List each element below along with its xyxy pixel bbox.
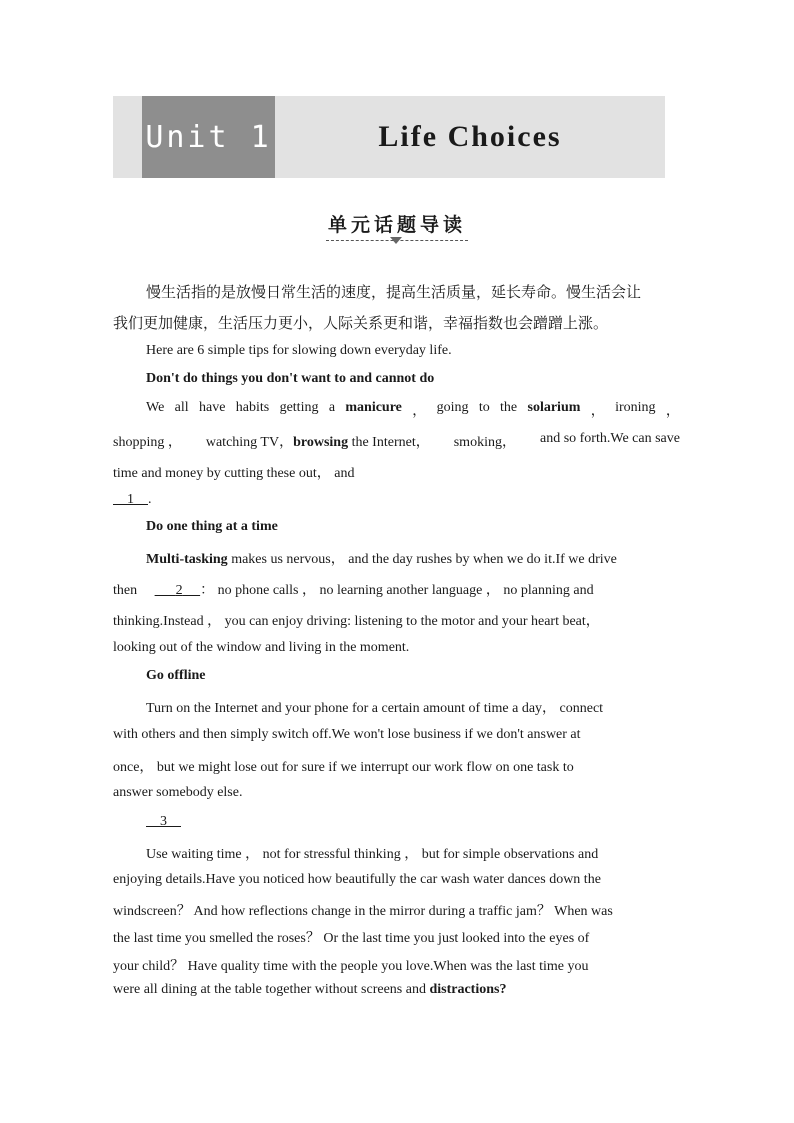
p1-segment: and so forth.We can save: [539, 431, 680, 446]
heading-dont-do-text: Don't do things you don't want to and cannot do: [146, 371, 435, 386]
unit-label: Unit 1: [145, 119, 272, 155]
p1-line-2: [113, 431, 680, 451]
p2-then: then: [113, 583, 138, 598]
p1-segment: [206, 431, 430, 451]
p4-line-4: the last time you smelled the roses？ Or the last time you just looked into the eyes of: [113, 931, 590, 946]
heading-one-thing: [146, 519, 713, 535]
answer-blank: [113, 492, 148, 508]
p3-line-2: with others and then simply switch off.We won't lose business if we don't answer at: [113, 727, 581, 742]
p2-line-3: thinking.Instead ， you can enjoy driving: listening to the motor and your heart beat，: [113, 614, 600, 629]
blank-number: 3: [160, 814, 167, 829]
keyword-browsing: browsing: [293, 435, 349, 450]
p1-word: ，: [665, 404, 680, 419]
p1-word: getting: [279, 400, 319, 415]
p1-segment: shopping ，: [113, 435, 182, 450]
p3-line-1: Turn on the Internet and your phone for a certain amount of time a day， connect: [146, 701, 604, 716]
p1-segment-text: the Internet，: [348, 435, 430, 450]
p2-line-1: [146, 548, 713, 568]
heading-go-offline-text: Go offline: [146, 668, 206, 683]
unit-label-box: [142, 96, 275, 178]
p1-line-4: [113, 492, 680, 508]
p3-line-4: answer somebody else.: [113, 785, 243, 800]
p3-line-3: once， but we might lose out for sure if we interrupt our work flow on one task to: [113, 760, 574, 775]
heading-blank-3: [146, 814, 713, 830]
p2-line-2: [113, 579, 680, 599]
p1-word: ，: [590, 404, 605, 419]
keyword-manicure: manicure: [345, 400, 402, 415]
p1-word: habits: [235, 400, 270, 415]
p1-word: ironing: [615, 400, 656, 415]
keyword-solarium: solarium: [527, 400, 581, 415]
p1-word: ，: [412, 404, 427, 419]
heading-one-thing-text: Do one thing at a time: [146, 519, 278, 534]
intro-line-2: 我们更加健康，生活压力更小，人际关系更和谐，幸福指数也会蹭蹭上涨。: [113, 314, 609, 332]
unit-title: Life Choices: [378, 120, 562, 153]
heading-go-offline: [146, 668, 713, 684]
p1-line-1: [146, 400, 680, 420]
p4-line-1: Use waiting time ， not for stressful thinking ， but for simple observations and: [146, 847, 599, 862]
p4-line-6-start: were all dining at the table together without screens and: [113, 982, 430, 997]
p4-line-3: windscreen？ And how reflections change in the mirror during a traffic jam？ When was: [113, 904, 613, 919]
keyword-distractions: distractions?: [429, 982, 507, 997]
p1-word: a: [328, 400, 336, 415]
tips-intro: Here are 6 simple tips for slowing down everyday life.: [146, 343, 452, 358]
p2-line-2-rest: ： no phone calls ， no learning another language ， no planning and: [200, 583, 594, 598]
p4-line-2: enjoying details.Have you noticed how beautifully the car wash water dances down the: [113, 872, 601, 887]
p1-word: the: [500, 400, 518, 415]
heading-down-arrow-icon: [390, 237, 402, 245]
p1-line-3: time and money by cutting these out， and: [113, 466, 355, 481]
p1-word: have: [199, 400, 226, 415]
section-heading-text: 单元话题导读: [326, 210, 468, 241]
intro-line-1: 慢生活指的是放慢日常生活的速度，提高生活质量，延长寿命。慢生活会让: [146, 283, 642, 301]
keyword-multitasking: Multi-tasking: [146, 552, 228, 567]
p1-word: to: [478, 400, 490, 415]
answer-blank: [155, 583, 201, 599]
p1-word: going: [436, 400, 469, 415]
blank-number: 2: [175, 583, 183, 598]
heading-dont-do: [146, 371, 713, 387]
answer-blank: [146, 814, 181, 830]
p1-segment: smoking，: [453, 435, 516, 450]
p4-line-6: [113, 982, 680, 998]
blank-end: .: [148, 492, 152, 507]
p1-word: all: [174, 400, 189, 415]
p1-word: We: [146, 400, 165, 415]
p1-segment-text: watching TV，: [205, 435, 294, 450]
p4-line-5: your child？ Have quality time with the people you love.When was the last time you: [113, 959, 589, 974]
blank-number: 1: [127, 492, 134, 507]
p2-line-4: looking out of the window and living in the moment.: [113, 640, 410, 655]
p2-line-1-rest: makes us nervous， and the day rushes by when we do it.If we drive: [227, 552, 617, 567]
